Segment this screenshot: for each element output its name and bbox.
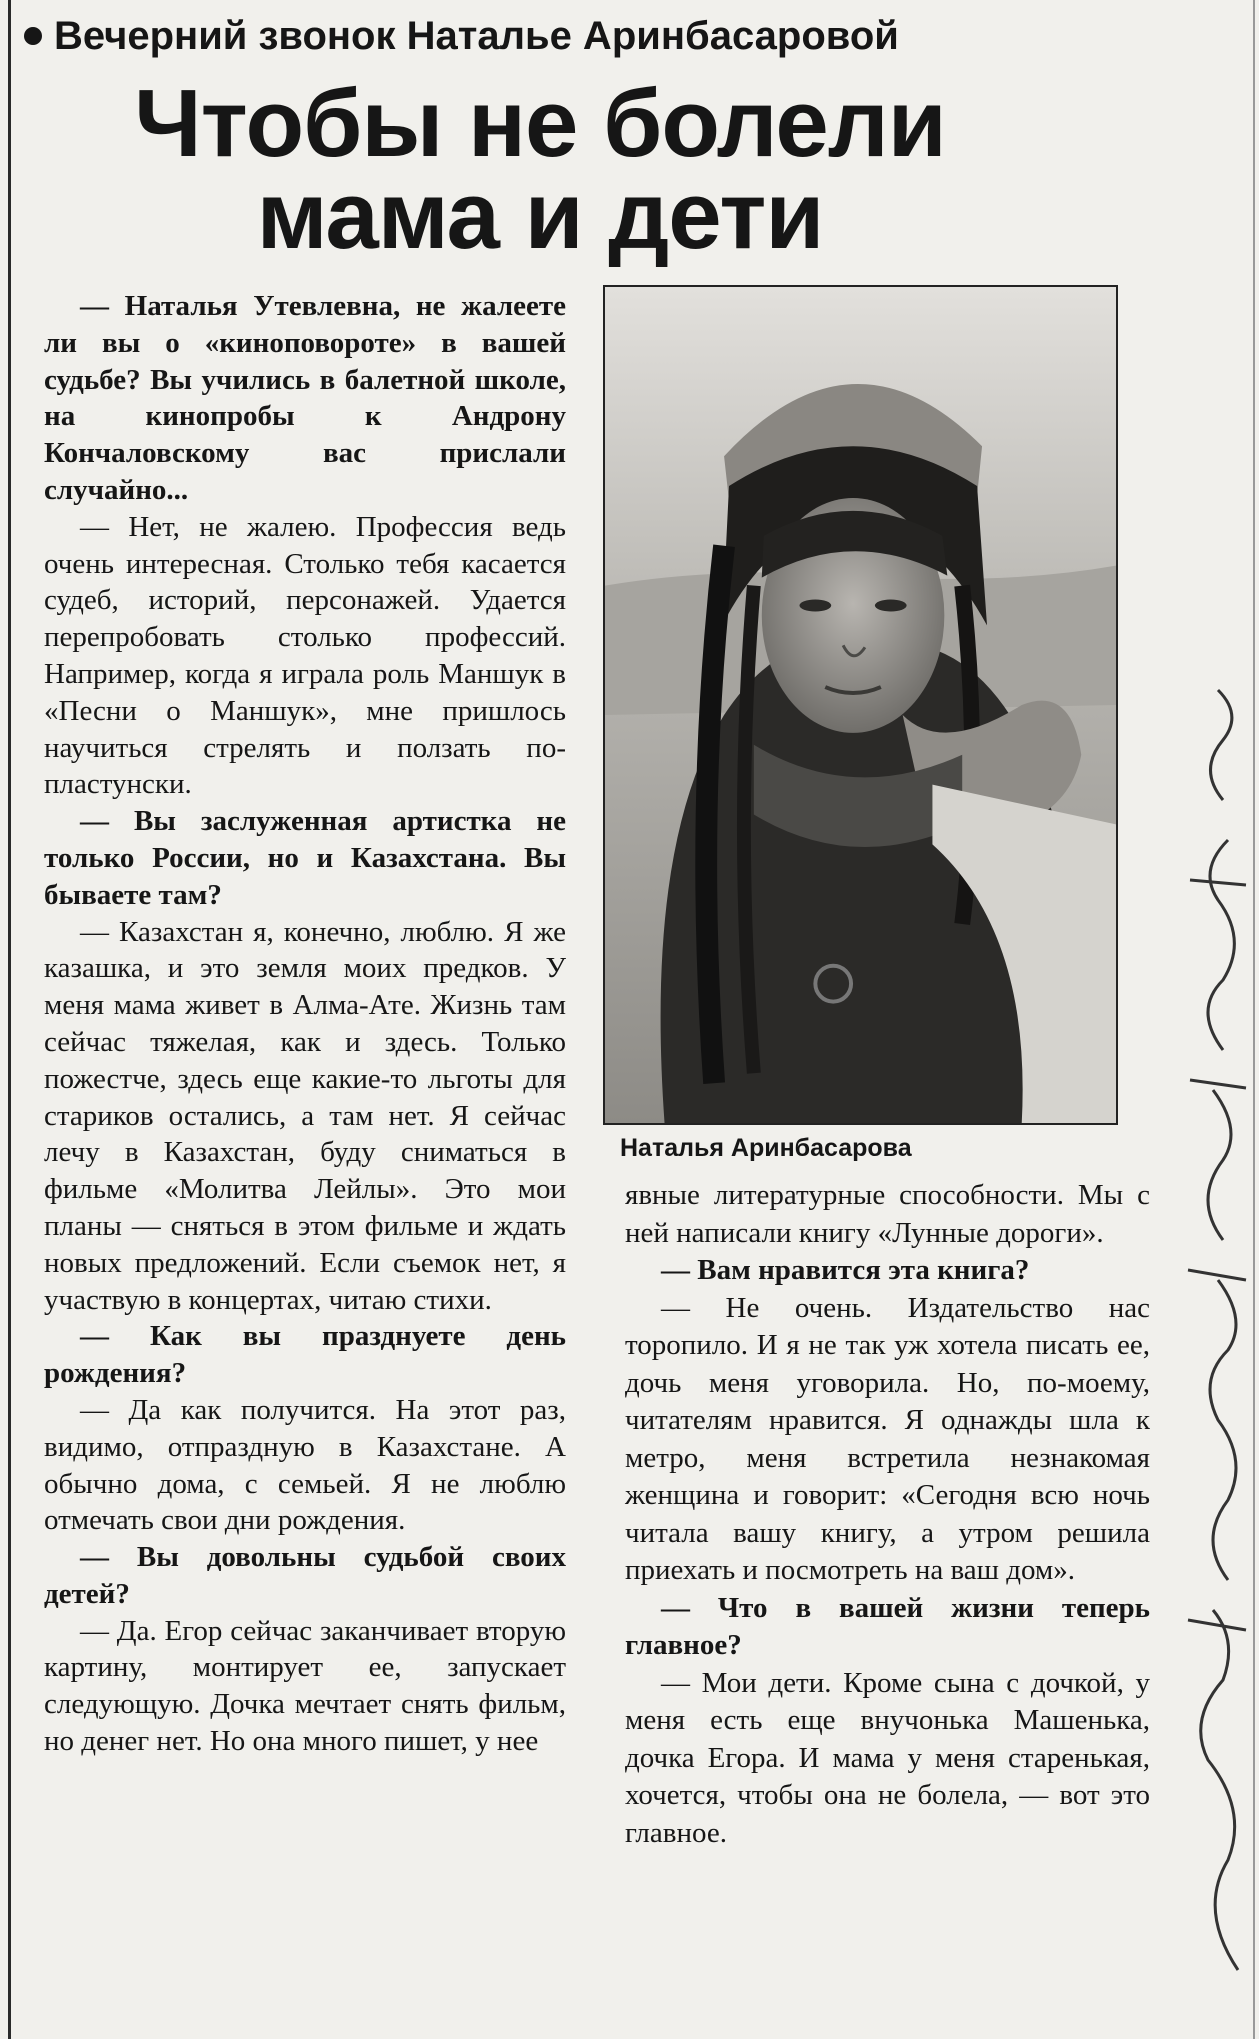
rubric-text: Вечерний звонок Наталье Аринбасаровой [54, 14, 899, 58]
rubric [24, 12, 1024, 60]
paragraph: — Не очень. Издательство нас торопило. И я не так уж хотела писать ее, дочь меня уговорила. Но, по-моему, читателям нравится. Я однажды шла к метро, меня встретила незнакомая женщина и говорит: «Сегодня всю ночь читала вашу книгу, а утром решила приехать и посмотреть на ваш дом». [625, 1291, 1150, 1586]
paragraph: — Казахстан я, конечно, люблю. Я же казашка, и это земля моих предков. У меня мама живет в Алма-Ате. Жизнь там сейчас тяжелая, как и здесь. Только пожестче, здесь еще какие-то льготы для стариков остались, а там нет. Я сейчас лечу в Казахстан, буду сниматься в фильме «Молитва Лейлы». Это мои планы — сняться в этом фильме и ждать новых предложений. Если съемок нет, я участвую в концертах, читаю стихи. [44, 915, 566, 1316]
paragraph: — Вы заслуженная артистка не только России, но и Казахстана. Вы бываете там? [44, 805, 566, 911]
paragraph: — Как вы празднуете день рождения? [44, 1320, 566, 1390]
headline-line-1: Чтобы не болели [134, 70, 946, 177]
portrait-photo-graphic [605, 287, 1116, 1123]
headline [60, 70, 1020, 269]
handwriting-graphic [1168, 680, 1258, 1980]
handwritten-source-note [1168, 680, 1258, 1980]
paragraph: — Что в вашей жизни теперь главное? [625, 1591, 1150, 1661]
portrait-photo [603, 285, 1118, 1125]
left-column [44, 288, 566, 1760]
paragraph: — Да как получится. На этот раз, видимо, отпраздную в Казахстане. А обычно дома, с семьей. Я не люблю отмечать свои дни рождения. [44, 1393, 566, 1537]
paragraph: — Мои дети. Кроме сына с дочкой, у меня есть еще внучонька Машенька, дочка Егора. И мама у меня старенькая, хочется, чтобы она не болела, — вот это главное. [625, 1666, 1150, 1849]
headline-line-2: мама и дети [256, 162, 824, 269]
paragraph: явные литературные способности. Мы с ней написали книгу «Лунные дороги». [625, 1179, 1150, 1249]
paragraph: — Нет, не жалею. Профессия ведь очень интересная. Столько тебя касается судеб, историй, персонажей. Удается перепробовать столько профессий. Например, когда я играла роль Маншук в «Песни о Маншук», мне пришлось научиться стрелять и ползать по-пластунски. [44, 510, 566, 801]
paragraph: — Вам нравится эта книга? [661, 1254, 1030, 1286]
photo-caption: Наталья Аринбасарова [620, 1134, 912, 1162]
paragraph: — Да. Егор сейчас заканчивает вторую картину, монтирует ее, запускает следующую. Дочка мечтает снять фильм, но денег нет. Но она много пишет, у нее [44, 1614, 566, 1758]
bullet-icon [24, 27, 42, 45]
paragraph: — Наталья Утевлевна, не жалеете ли вы о «киноповороте» в вашей судьбе? Вы учились в балетной школе, на кинопробы к Андрону Кончаловскому вас прислали случайно... [44, 290, 566, 506]
left-border-rule [8, 0, 11, 2039]
right-column [625, 1177, 1150, 1852]
paragraph: — Вы довольны судьбой своих детей? [44, 1541, 566, 1610]
